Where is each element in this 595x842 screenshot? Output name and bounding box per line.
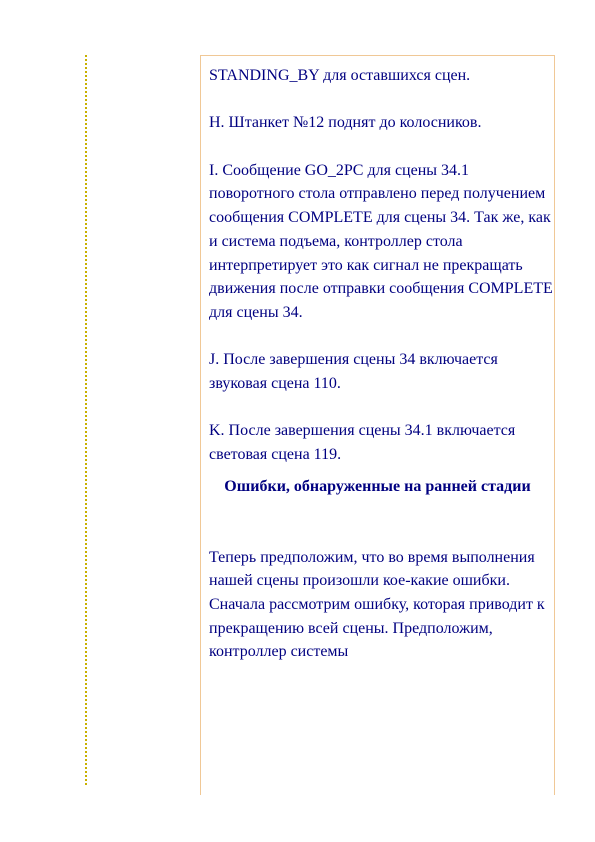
margin-dotted-line [85,55,87,785]
paragraph-k: K. После завершения сцены 34.1 включается световая сцена 119. [209,422,516,464]
paragraph-j: J. После завершения сцены 34 включается звуковая сцена 110. [209,351,498,393]
paragraph-body: Теперь предположим, что во время выполнения нашей сцены произошли кое-какие ошибки. Сначала рассмотрим ошибку, которая приводит к прекращению всей сцены. Предположим, контроллер системы [209,548,545,661]
paragraph-i: I. Сообщение GO_2PC для сцены 34.1 поворотного стола отправлено перед получением сообщения COMPLETE для сцены 34. Так же, как и система подъема, контроллер стола интерпретирует это как сигнал не прекращать движения после отправки сообщения COMPLETE для сцены 34. [209,161,553,321]
paragraph-standing-by: STANDING_BY для оставшихся сцен. [209,67,471,84]
section-heading: Ошибки, обнаруженные на ранней стадии [224,477,531,495]
text-frame [200,55,555,795]
paragraph-h: H. Штанкет №12 поднят до колосников. [209,114,482,132]
